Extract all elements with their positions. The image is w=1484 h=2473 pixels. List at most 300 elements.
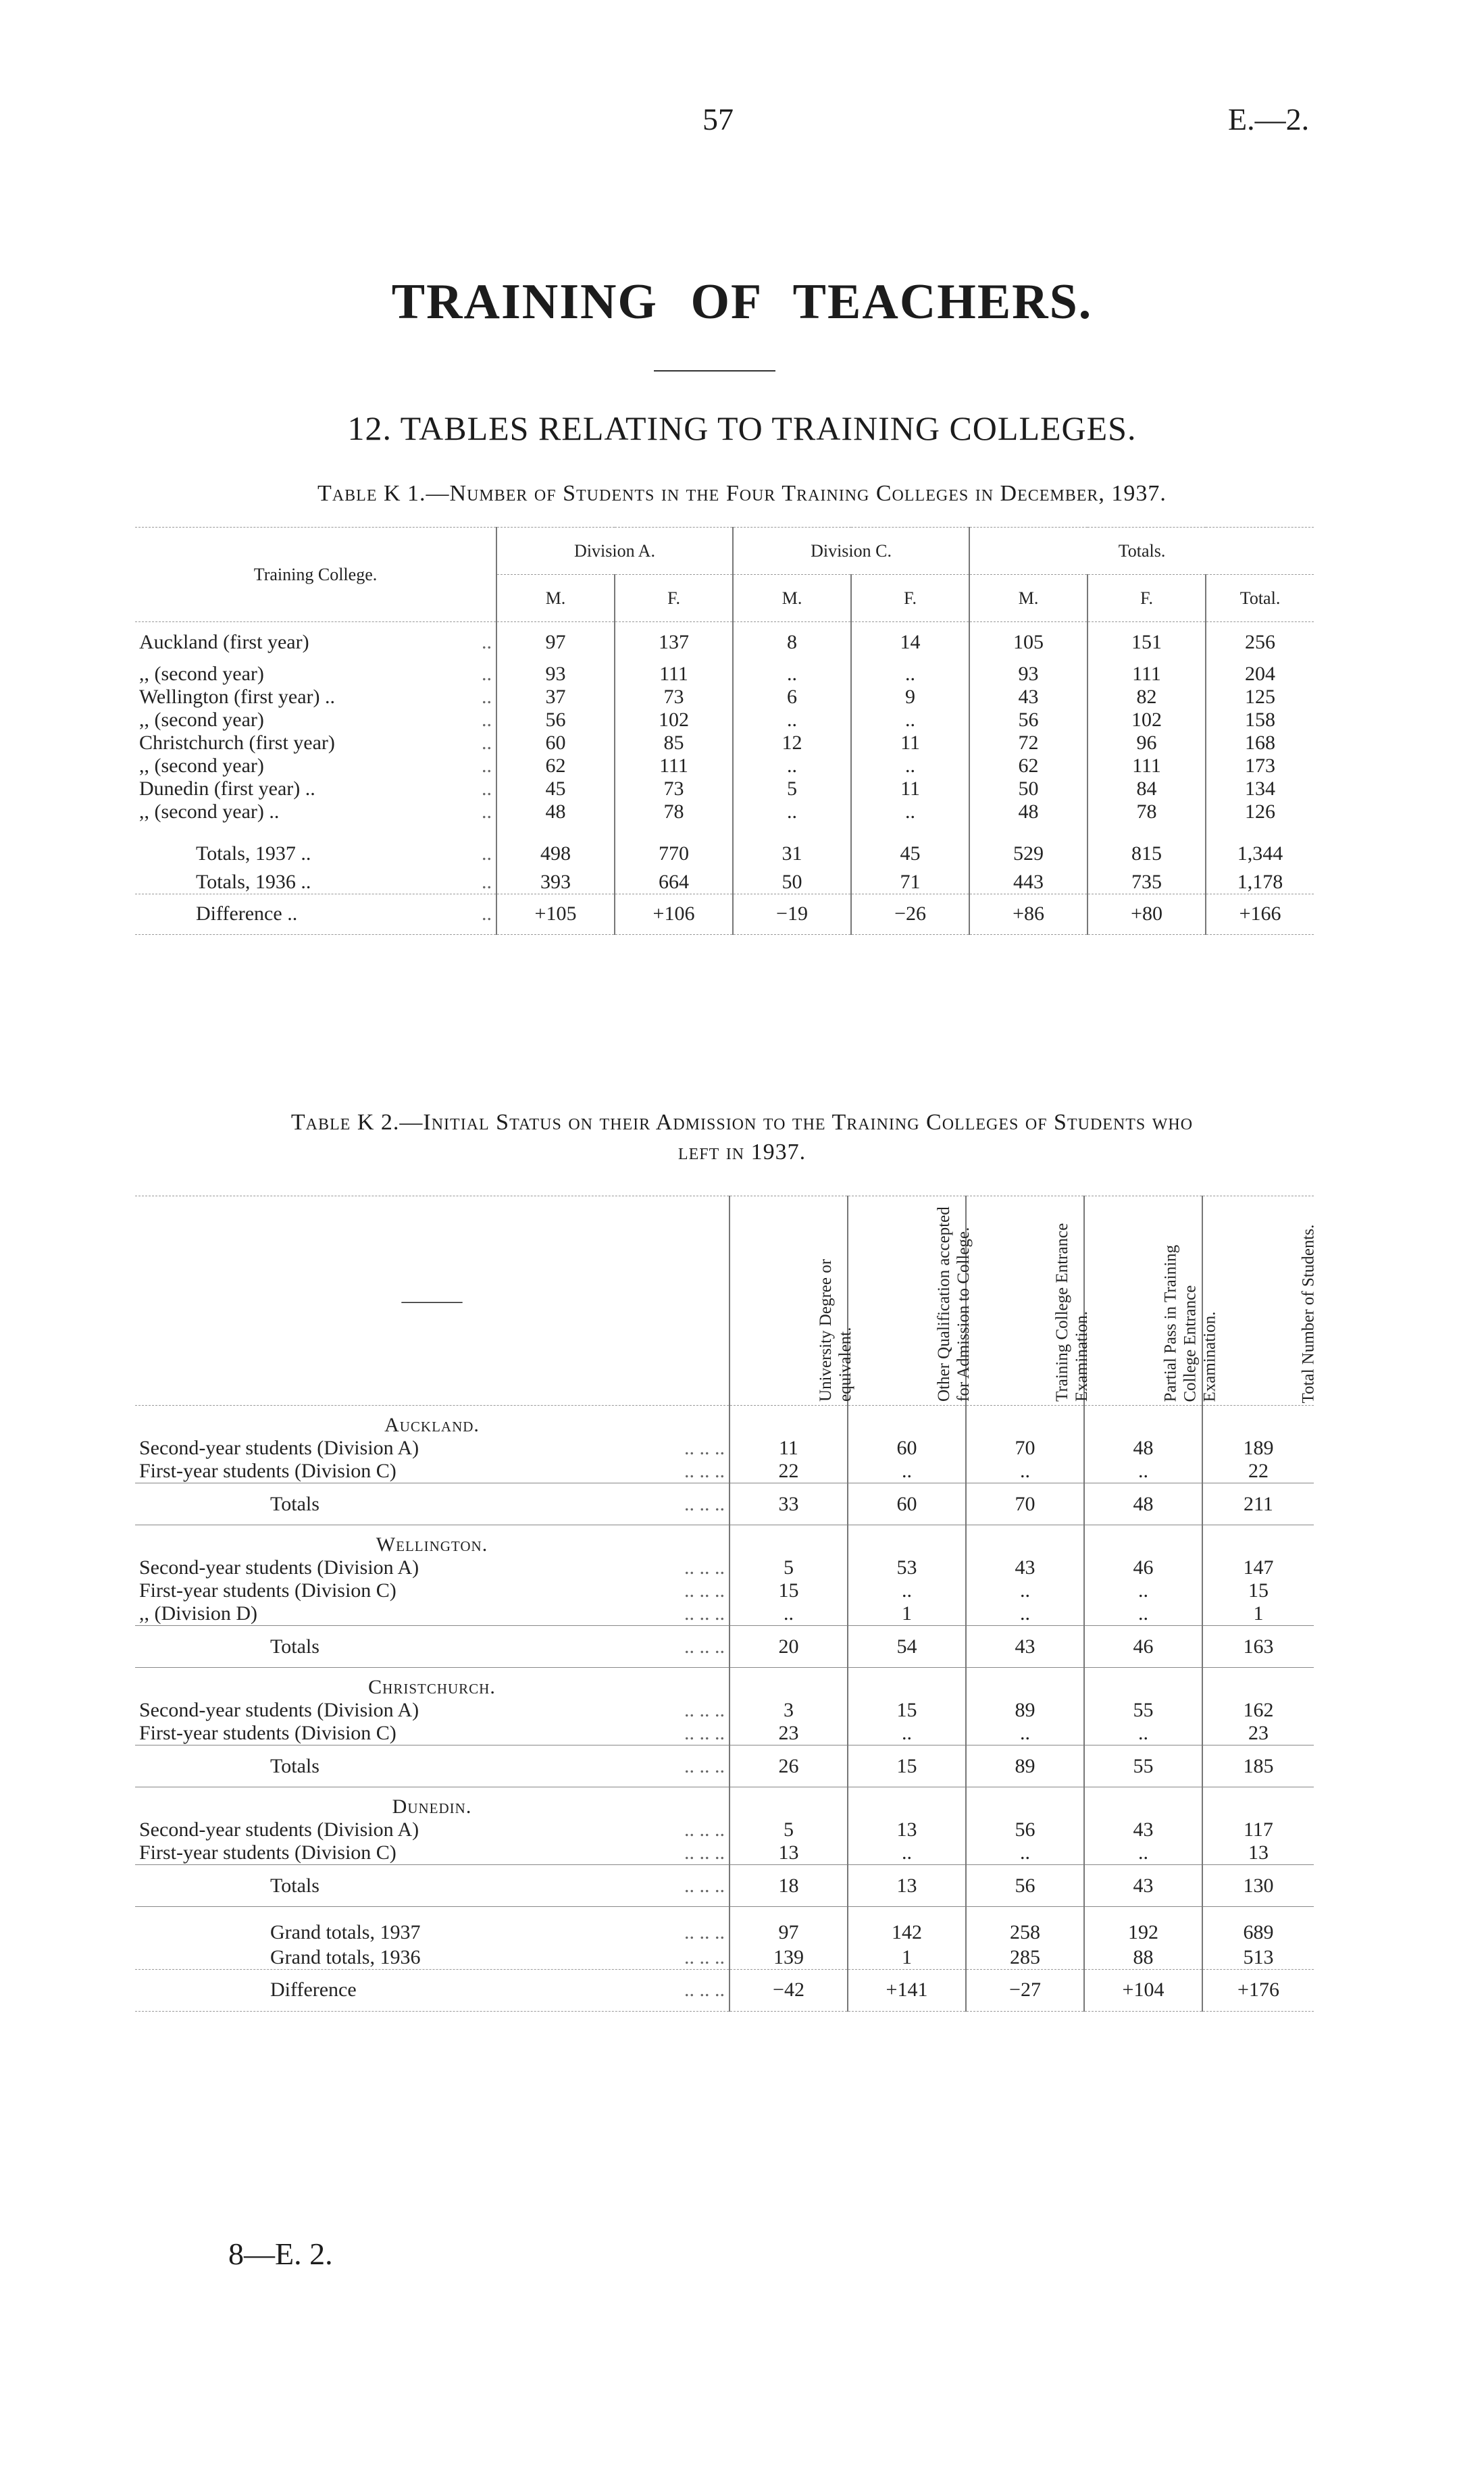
table-cell: 111 xyxy=(615,663,733,686)
table-cell xyxy=(966,1406,1084,1437)
row-label xyxy=(135,755,496,777)
row-label xyxy=(135,1699,730,1722)
table-cell: 13 xyxy=(730,1841,848,1865)
section-heading: Wellington. xyxy=(376,1533,488,1556)
row-label xyxy=(135,622,496,663)
table-cell: 5 xyxy=(733,777,851,800)
table-cell: 62 xyxy=(496,755,615,777)
table-cell xyxy=(1084,1406,1202,1437)
leader-dots: .. .. .. xyxy=(684,1874,725,1897)
row-label xyxy=(135,1460,730,1483)
table-cell: 393 xyxy=(496,871,615,894)
table-cell: 134 xyxy=(1206,777,1314,800)
section-heading-row xyxy=(135,1525,1314,1557)
table-cell: 204 xyxy=(1206,663,1314,686)
table-cell: 60 xyxy=(848,1437,966,1460)
row-label-text: Second-year students (Division A) xyxy=(139,1699,419,1721)
table-cell: .. xyxy=(1084,1722,1202,1745)
table-row xyxy=(135,622,1314,663)
table-cell: 105 xyxy=(969,622,1088,663)
table-cell: 55 xyxy=(1084,1699,1202,1722)
k1-sub-header: M. xyxy=(969,575,1088,622)
row-label-text: Difference xyxy=(270,1979,357,2001)
table-cell: 13 xyxy=(848,1865,966,1907)
table-cell: +105 xyxy=(496,894,615,934)
section-heading-row xyxy=(135,1406,1314,1437)
table-row xyxy=(135,755,1314,777)
table-cell: 1,178 xyxy=(1206,871,1314,894)
table-cell: 93 xyxy=(496,663,615,686)
table-k1 xyxy=(135,527,1314,935)
table-cell: 88 xyxy=(1084,1946,1202,1970)
table-cell: .. xyxy=(966,1460,1084,1483)
table-cell: 15 xyxy=(848,1745,966,1787)
table-row xyxy=(135,1602,1314,1626)
k1-group-division-a: Division A. xyxy=(496,528,733,575)
table-cell: .. xyxy=(1084,1579,1202,1602)
row-label xyxy=(135,1865,730,1907)
document-reference: E.—2. xyxy=(1228,102,1310,136)
leader-dots: .. .. .. xyxy=(684,1841,725,1864)
leader-dots: .. .. .. xyxy=(684,1722,725,1744)
leader-dots: .. xyxy=(482,708,492,731)
table-cell xyxy=(1084,1668,1202,1700)
table-row xyxy=(135,800,1314,823)
row-label-text: Difference .. xyxy=(196,902,298,925)
table-cell: 189 xyxy=(1202,1437,1314,1460)
row-label xyxy=(135,800,496,823)
table-cell xyxy=(848,1787,966,1819)
row-label xyxy=(135,1483,730,1525)
table-cell: 151 xyxy=(1088,622,1206,663)
page-footer: 8—E. 2. xyxy=(228,2237,333,2271)
table-cell: 23 xyxy=(1202,1722,1314,1745)
table-cell: 45 xyxy=(851,823,969,871)
leader-dots: .. .. .. xyxy=(684,1492,725,1515)
table-cell: 48 xyxy=(969,800,1088,823)
table-row xyxy=(135,1745,1314,1787)
table-cell: 443 xyxy=(969,871,1088,894)
leader-dots: .. xyxy=(482,870,492,893)
row-label xyxy=(135,1437,730,1460)
table-cell: 48 xyxy=(496,800,615,823)
row-label xyxy=(135,732,496,755)
table-cell: .. xyxy=(733,663,851,686)
row-label xyxy=(135,1602,730,1626)
table-cell: 54 xyxy=(848,1626,966,1668)
table-cell: 18 xyxy=(730,1865,848,1907)
table-cell: 50 xyxy=(969,777,1088,800)
section-heading: Dunedin. xyxy=(392,1795,472,1818)
table-cell: 43 xyxy=(969,686,1088,709)
table-cell: 137 xyxy=(615,622,733,663)
table-row xyxy=(135,686,1314,709)
leader-dots: .. .. .. xyxy=(684,1754,725,1777)
row-label xyxy=(135,894,496,934)
table-cell: 48 xyxy=(1084,1437,1202,1460)
table-cell: .. xyxy=(733,709,851,732)
table-cell: 46 xyxy=(1084,1626,1202,1668)
table-cell: .. xyxy=(851,755,969,777)
table-cell: 43 xyxy=(1084,1865,1202,1907)
table-cell: +166 xyxy=(1206,894,1314,934)
k1-sub-header: F. xyxy=(851,575,969,622)
leader-dots: .. xyxy=(482,685,492,708)
table-cell: 1,344 xyxy=(1206,823,1314,871)
row-label-text: First-year students (Division C) xyxy=(139,1460,396,1482)
row-label-text: First-year students (Division C) xyxy=(139,1722,396,1744)
table-cell: 147 xyxy=(1202,1556,1314,1579)
table-cell xyxy=(1202,1525,1314,1557)
k2-col-header-label: Training College Entrance Examination. xyxy=(1053,1223,1091,1402)
table-cell: .. xyxy=(733,800,851,823)
row-label-text: Christchurch (first year) xyxy=(139,731,335,754)
row-label xyxy=(135,1946,730,1970)
table-cell: 45 xyxy=(496,777,615,800)
table-row xyxy=(135,1579,1314,1602)
table-cell: 11 xyxy=(851,777,969,800)
table-cell: 56 xyxy=(496,709,615,732)
table-cell: 111 xyxy=(615,755,733,777)
table-cell: 56 xyxy=(966,1818,1084,1841)
table-row xyxy=(135,1722,1314,1745)
table-row xyxy=(135,777,1314,800)
table-k2 xyxy=(135,1196,1318,2012)
table-cell: 158 xyxy=(1206,709,1314,732)
table-cell: 11 xyxy=(851,732,969,755)
table-cell: 22 xyxy=(1202,1460,1314,1483)
table-cell: 211 xyxy=(1202,1483,1314,1525)
k1-group-totals: Totals. xyxy=(969,528,1314,575)
table-cell: +106 xyxy=(615,894,733,934)
row-label-text: ,, (second year) xyxy=(139,662,264,685)
table-cell: 22 xyxy=(730,1460,848,1483)
table-row xyxy=(135,1483,1314,1525)
k1-sub-header: M. xyxy=(733,575,851,622)
leader-dots: .. .. .. xyxy=(684,1818,725,1841)
table-row xyxy=(135,823,1314,871)
table-cell: −27 xyxy=(966,1969,1084,2011)
table-cell: −42 xyxy=(730,1969,848,2011)
table-cell: 139 xyxy=(730,1946,848,1970)
row-label-text: Totals xyxy=(270,1492,319,1515)
table-row xyxy=(135,871,1314,894)
table-cell: 529 xyxy=(969,823,1088,871)
table-cell: +141 xyxy=(848,1969,966,2011)
section-heading-row xyxy=(135,1787,1314,1819)
table-cell: 15 xyxy=(1202,1579,1314,1602)
row-label-text: ,, (second year) .. xyxy=(139,800,280,823)
row-label xyxy=(135,777,496,800)
table-k2-caption xyxy=(0,1108,1484,1167)
table-cell xyxy=(848,1668,966,1700)
table-cell: +86 xyxy=(969,894,1088,934)
table-cell: 285 xyxy=(966,1946,1084,1970)
table-cell: .. xyxy=(848,1841,966,1865)
table-cell: 173 xyxy=(1206,755,1314,777)
row-label-text: Grand totals, 1937 xyxy=(270,1920,421,1943)
table-cell: 162 xyxy=(1202,1699,1314,1722)
row-label-text: Dunedin (first year) .. xyxy=(139,777,315,800)
page-title: TRAINING OF TEACHERS. xyxy=(391,274,1093,330)
leader-dots: .. .. .. xyxy=(684,1579,725,1602)
table-cell: 97 xyxy=(730,1907,848,1946)
table-cell xyxy=(848,1406,966,1437)
k1-sub-header: F. xyxy=(615,575,733,622)
table-cell: .. xyxy=(966,1841,1084,1865)
k2-col-header xyxy=(1084,1196,1219,1406)
table-cell: 73 xyxy=(615,686,733,709)
table-cell xyxy=(1202,1668,1314,1700)
row-label-text: Second-year students (Division A) xyxy=(139,1437,419,1459)
table-cell: 3 xyxy=(730,1699,848,1722)
row-label-text: Totals, 1936 .. xyxy=(196,870,311,893)
table-row xyxy=(135,1946,1314,1970)
k2-stub-header: ——— xyxy=(135,1196,730,1406)
table-cell: 97 xyxy=(496,622,615,663)
row-label xyxy=(135,1818,730,1841)
table-cell: 689 xyxy=(1202,1907,1314,1946)
table-cell: 71 xyxy=(851,871,969,894)
row-label-text: Grand totals, 1936 xyxy=(270,1945,421,1968)
section-heading: Christchurch. xyxy=(368,1676,496,1698)
table-cell: 14 xyxy=(851,622,969,663)
row-label-text: Totals xyxy=(270,1874,319,1897)
table-row xyxy=(135,1841,1314,1865)
table-cell: 43 xyxy=(966,1626,1084,1668)
row-label xyxy=(135,1556,730,1579)
leader-dots: .. xyxy=(482,630,492,653)
k2-col-header xyxy=(848,1196,973,1406)
leader-dots: .. xyxy=(482,731,492,754)
k2-col-header-label: Partial Pass in Training College Entrance Examination. xyxy=(1161,1244,1219,1402)
table-cell: 12 xyxy=(733,732,851,755)
table-cell: 96 xyxy=(1088,732,1206,755)
table-cell: .. xyxy=(851,663,969,686)
table-cell xyxy=(1084,1525,1202,1557)
leader-dots: .. .. .. xyxy=(684,1699,725,1721)
row-label xyxy=(135,1969,730,2011)
table-row xyxy=(135,1699,1314,1722)
table-cell: 13 xyxy=(1202,1841,1314,1865)
row-label-text: Totals xyxy=(270,1754,319,1777)
row-label-text: ,, (second year) xyxy=(139,708,264,731)
table-cell: 56 xyxy=(969,709,1088,732)
row-label-text: ,, (Division D) xyxy=(139,1602,257,1625)
table-cell: 13 xyxy=(848,1818,966,1841)
leader-dots: .. .. .. xyxy=(684,1602,725,1625)
table-cell: 78 xyxy=(615,800,733,823)
table-cell: .. xyxy=(733,755,851,777)
table-cell: .. xyxy=(730,1602,848,1626)
table-row xyxy=(135,709,1314,732)
row-label-text: Second-year students (Division A) xyxy=(139,1556,419,1579)
section-subtitle: 12. TABLES RELATING TO TRAINING COLLEGES. xyxy=(347,409,1137,447)
table-cell xyxy=(1084,1787,1202,1819)
table-cell: 1 xyxy=(848,1946,966,1970)
table-cell: 85 xyxy=(615,732,733,755)
table-cell: 102 xyxy=(1088,709,1206,732)
row-label-text: Totals xyxy=(270,1635,319,1658)
table-cell: 82 xyxy=(1088,686,1206,709)
k2-col-header-label: Other Qualification accepted for Admission to College. xyxy=(935,1206,973,1402)
table-cell: 256 xyxy=(1206,622,1314,663)
table-cell: 117 xyxy=(1202,1818,1314,1841)
row-label xyxy=(135,709,496,732)
row-label-text: Wellington (first year) .. xyxy=(139,685,335,708)
table-cell: 43 xyxy=(1084,1818,1202,1841)
table-cell: .. xyxy=(966,1602,1084,1626)
table-cell: 70 xyxy=(966,1437,1084,1460)
table-cell: 46 xyxy=(1084,1556,1202,1579)
table-cell: 78 xyxy=(1088,800,1206,823)
row-label xyxy=(135,663,496,686)
table-cell: 5 xyxy=(730,1818,848,1841)
table-k2-caption-line2: left in 1937. xyxy=(677,1140,807,1165)
table-cell: 111 xyxy=(1088,663,1206,686)
table-cell: 37 xyxy=(496,686,615,709)
table-cell: 815 xyxy=(1088,823,1206,871)
leader-dots: .. .. .. xyxy=(684,1945,725,1968)
table-cell xyxy=(848,1525,966,1557)
table-cell: 89 xyxy=(966,1745,1084,1787)
leader-dots: .. .. .. xyxy=(684,1556,725,1579)
table-cell: 5 xyxy=(730,1556,848,1579)
table-cell: 73 xyxy=(615,777,733,800)
table-cell xyxy=(730,1787,848,1819)
row-label xyxy=(135,1626,730,1668)
row-label xyxy=(135,686,496,709)
table-cell: 6 xyxy=(733,686,851,709)
k1-sub-header: F. xyxy=(1088,575,1206,622)
table-cell: 53 xyxy=(848,1556,966,1579)
k2-col-header-label: Total Number of Students. xyxy=(1299,1224,1318,1403)
table-cell: 185 xyxy=(1202,1745,1314,1787)
table-cell: 93 xyxy=(969,663,1088,686)
table-cell: 11 xyxy=(730,1437,848,1460)
table-cell: .. xyxy=(1084,1841,1202,1865)
leader-dots: .. xyxy=(482,777,492,800)
table-cell: 130 xyxy=(1202,1865,1314,1907)
table-k1-caption: Table K 1.—Number of Students in the Four Training Colleges in December, 1937. xyxy=(317,481,1167,506)
table-row xyxy=(135,1626,1314,1668)
table-cell: 23 xyxy=(730,1722,848,1745)
leader-dots: .. xyxy=(482,842,492,865)
table-cell xyxy=(1202,1787,1314,1819)
row-label xyxy=(135,871,496,894)
leader-dots: .. .. .. xyxy=(684,1635,725,1658)
table-cell: 60 xyxy=(496,732,615,755)
leader-dots: .. xyxy=(482,800,492,823)
table-cell: 60 xyxy=(848,1483,966,1525)
table-cell: 126 xyxy=(1206,800,1314,823)
leader-dots: .. xyxy=(482,754,492,777)
row-label-text: First-year students (Division C) xyxy=(139,1841,396,1864)
table-cell: 735 xyxy=(1088,871,1206,894)
table-cell: 72 xyxy=(969,732,1088,755)
page-number: 57 xyxy=(702,102,734,136)
row-label xyxy=(135,823,496,871)
table-row xyxy=(135,1460,1314,1483)
table-cell xyxy=(1202,1406,1314,1437)
table-cell: 43 xyxy=(966,1556,1084,1579)
table-cell: 142 xyxy=(848,1907,966,1946)
table-cell: 48 xyxy=(1084,1483,1202,1525)
table-cell: −26 xyxy=(851,894,969,934)
leader-dots: .. .. .. xyxy=(684,1920,725,1943)
table-cell: 498 xyxy=(496,823,615,871)
title-rule xyxy=(654,370,775,372)
table-cell: 15 xyxy=(848,1699,966,1722)
table-row xyxy=(135,1556,1314,1579)
table-cell: +80 xyxy=(1088,894,1206,934)
table-cell: .. xyxy=(848,1460,966,1483)
table-cell: .. xyxy=(1084,1602,1202,1626)
table-k2-caption-line1: Table K 2.—Initial Status on their Admission to the Training Colleges of Students who xyxy=(290,1110,1194,1135)
row-label xyxy=(135,1745,730,1787)
k1-sub-header: Total. xyxy=(1206,575,1314,622)
table-cell: 770 xyxy=(615,823,733,871)
table-cell: 513 xyxy=(1202,1946,1314,1970)
table-cell: 50 xyxy=(733,871,851,894)
table-cell: 664 xyxy=(615,871,733,894)
k1-college-header: Training College. xyxy=(135,528,496,622)
table-cell: 111 xyxy=(1088,755,1206,777)
table-cell: .. xyxy=(966,1579,1084,1602)
table-cell: 1 xyxy=(1202,1602,1314,1626)
table-cell: 62 xyxy=(969,755,1088,777)
row-label-text: ,, (second year) xyxy=(139,754,264,777)
table-cell: 89 xyxy=(966,1699,1084,1722)
leader-dots: .. xyxy=(482,902,492,925)
section-heading-row xyxy=(135,1668,1314,1700)
k1-group-division-c: Division C. xyxy=(733,528,969,575)
table-cell: 8 xyxy=(733,622,851,663)
row-label xyxy=(135,1907,730,1946)
table-cell xyxy=(966,1525,1084,1557)
table-cell: 9 xyxy=(851,686,969,709)
table-cell: .. xyxy=(851,709,969,732)
table-cell: +176 xyxy=(1202,1969,1314,2011)
row-label xyxy=(135,1579,730,1602)
k2-col-header xyxy=(966,1196,1091,1406)
row-label xyxy=(135,1841,730,1865)
row-label-text: First-year students (Division C) xyxy=(139,1579,396,1602)
table-cell: −19 xyxy=(733,894,851,934)
table-cell: 192 xyxy=(1084,1907,1202,1946)
table-cell: .. xyxy=(848,1722,966,1745)
row-label xyxy=(135,1722,730,1745)
k2-col-header-label: University Degree or equivalent. xyxy=(817,1258,854,1402)
row-label-text: Auckland (first year) xyxy=(139,630,309,653)
table-cell: 26 xyxy=(730,1745,848,1787)
table-row xyxy=(135,1818,1314,1841)
section-heading: Auckland. xyxy=(384,1414,480,1436)
table-cell: 20 xyxy=(730,1626,848,1668)
table-cell: 84 xyxy=(1088,777,1206,800)
table-cell: 55 xyxy=(1084,1745,1202,1787)
leader-dots: .. .. .. xyxy=(684,1460,725,1482)
table-cell xyxy=(966,1787,1084,1819)
table-cell: 258 xyxy=(966,1907,1084,1946)
k1-sub-header: M. xyxy=(496,575,615,622)
table-row xyxy=(135,1969,1314,2011)
table-cell xyxy=(966,1668,1084,1700)
table-cell: 31 xyxy=(733,823,851,871)
table-row xyxy=(135,732,1314,755)
table-cell: 1 xyxy=(848,1602,966,1626)
row-label-text: Totals, 1937 .. xyxy=(196,842,311,865)
